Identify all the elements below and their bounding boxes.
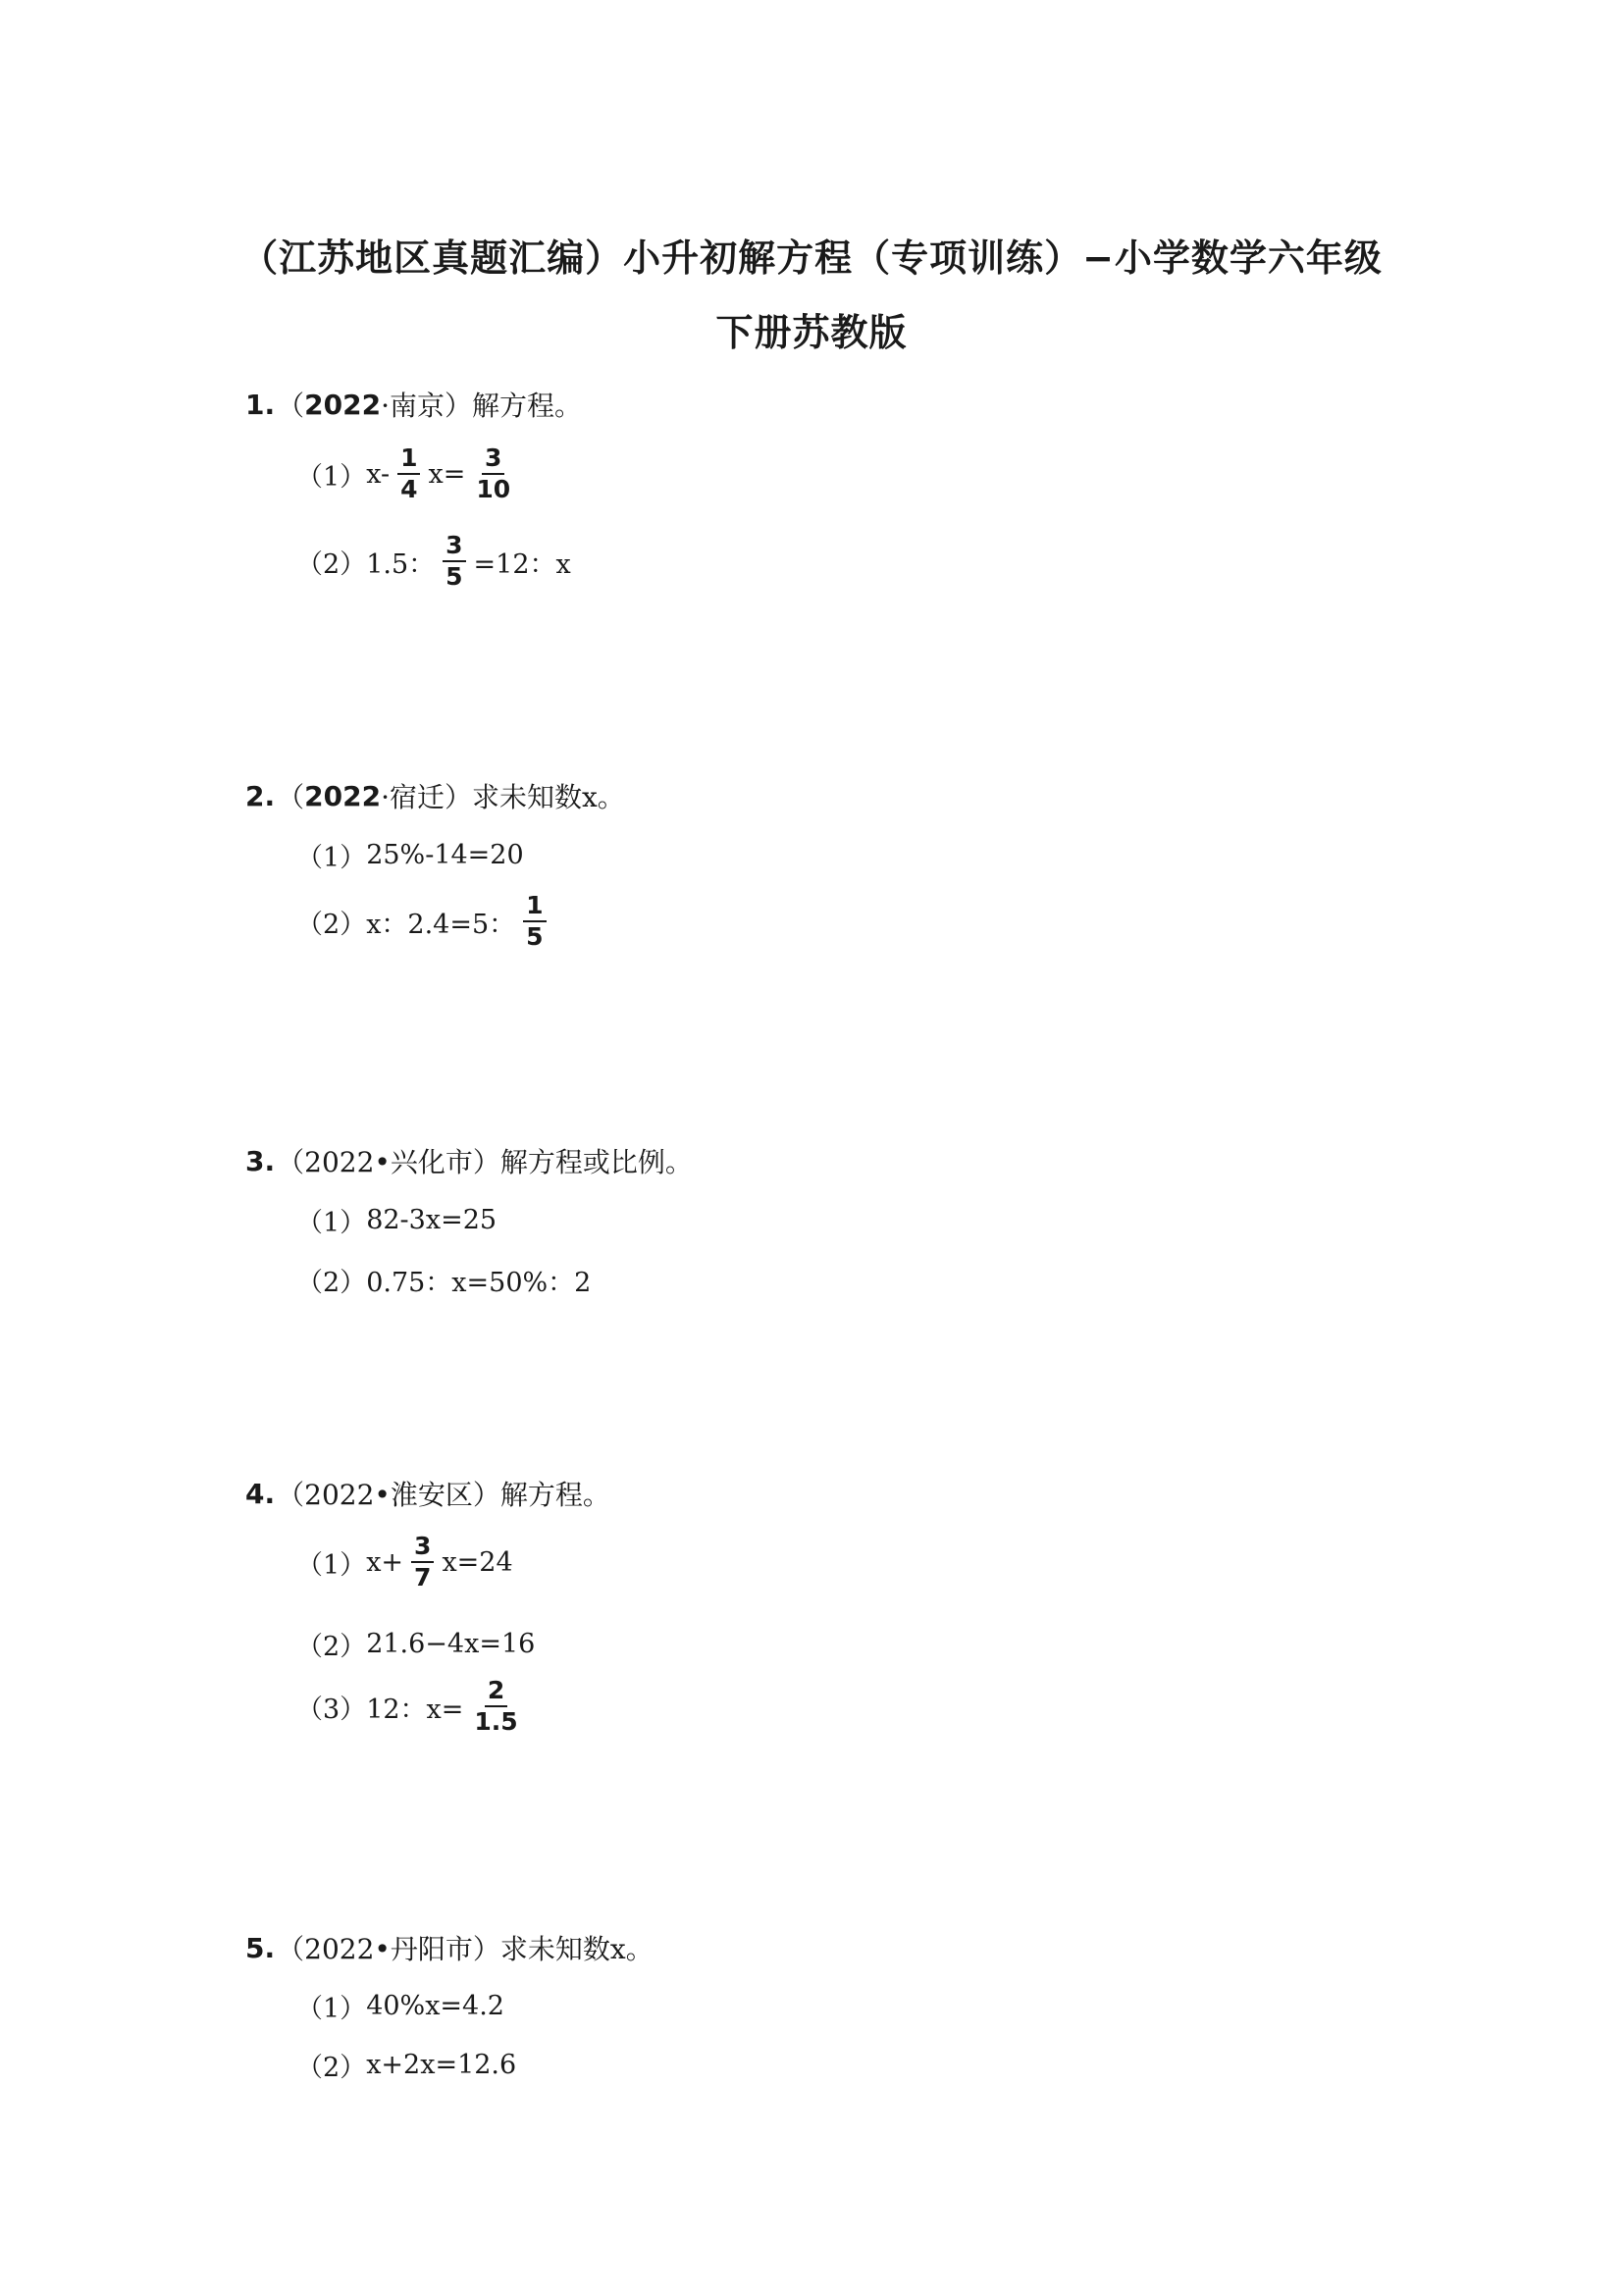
question-prompt: 解方程。 [499, 1479, 610, 1511]
equation-text: x=24 [442, 1546, 513, 1578]
question-4-item-3 [296, 1678, 529, 1736]
item-label: （2） [296, 1268, 367, 1298]
page-title-line2: 下册苏教版 [715, 311, 908, 354]
fraction-denominator: 4 [400, 475, 418, 504]
question-5-item-2 [296, 2046, 516, 2084]
question-prompt: 解方程。 [471, 390, 582, 422]
question-source: （2022•丹阳市） [277, 1933, 500, 1965]
equation-text: 25%-14=20 [366, 840, 524, 870]
equation-text: 12：x= [366, 1694, 464, 1725]
question-source: （2022•兴化市） [277, 1146, 500, 1178]
equation-text: =12：x [473, 548, 571, 580]
fraction-denominator: 7 [414, 1563, 432, 1592]
fraction [397, 445, 420, 503]
question-source: ·宿迁） [381, 781, 472, 813]
question-prompt: 求未知数x。 [471, 781, 625, 813]
fraction-denominator: 10 [476, 475, 511, 504]
question-4-header [245, 1474, 610, 1513]
question-source: （2022•淮安区） [277, 1479, 500, 1511]
fraction [411, 1534, 434, 1592]
item-label: （2） [296, 909, 367, 940]
question-number: 3. [245, 1144, 276, 1177]
fraction-numerator: 3 [482, 445, 504, 475]
equation-text: 0.75：x=50%：2 [366, 1268, 592, 1298]
question-3-header [245, 1141, 693, 1180]
question-source: ·南京） [381, 390, 472, 422]
question-prompt: 求未知数x。 [499, 1933, 654, 1965]
question-number: 1. [245, 388, 276, 421]
question-year: 2022 [304, 388, 382, 421]
question-5-item-1 [296, 1987, 504, 2025]
question-4-item-2 [296, 1625, 535, 1663]
equation-text: x+ [366, 1546, 404, 1578]
item-label: （1） [296, 843, 367, 873]
equation-text: x：2.4=5： [366, 909, 516, 940]
fraction [471, 1678, 520, 1736]
equation-text: x= [428, 458, 466, 490]
equation-text: 1.5： [366, 548, 436, 580]
question-number: 4. [245, 1477, 276, 1510]
fraction-numerator: 3 [443, 533, 465, 562]
question-source-open: （ [277, 781, 305, 813]
equation-text: 21.6−4x=16 [366, 1629, 536, 1659]
question-prompt: 解方程或比例。 [499, 1146, 693, 1178]
question-5-header [245, 1928, 654, 1967]
fraction-denominator: 5 [445, 562, 463, 592]
item-label: （2） [296, 2053, 367, 2083]
fraction-numerator: 1 [397, 445, 420, 475]
fraction-numerator: 2 [485, 1678, 507, 1707]
fraction-denominator: 1.5 [474, 1707, 518, 1737]
question-year: 2022 [304, 779, 382, 812]
question-number: 2. [245, 779, 276, 812]
equation-text: x- [366, 458, 391, 490]
question-1-item-2 [296, 533, 571, 591]
question-2-header [245, 776, 625, 815]
fraction [523, 893, 546, 951]
fraction [443, 533, 465, 591]
fraction-numerator: 3 [411, 1534, 434, 1563]
fraction-denominator: 5 [526, 922, 544, 952]
item-label: （1） [296, 1549, 367, 1581]
question-1-header [245, 385, 582, 424]
item-label: （1） [296, 1208, 367, 1238]
item-label: （2） [296, 548, 367, 580]
page-title-line1: （江苏地区真题汇编）小升初解方程（专项训练）−小学数学六年级 [240, 236, 1383, 280]
question-1-item-1 [296, 445, 521, 503]
question-3-item-1 [296, 1201, 497, 1239]
question-4-item-1 [296, 1534, 513, 1592]
question-source-open: （ [277, 390, 305, 422]
fraction [473, 445, 513, 503]
item-label: （2） [296, 1632, 367, 1662]
equation-text: 40%x=4.2 [366, 1991, 504, 2021]
question-2-item-2 [296, 893, 554, 951]
item-label: （1） [296, 1994, 367, 2024]
item-label: （1） [296, 461, 367, 493]
item-label: （3） [296, 1694, 367, 1725]
question-number: 5. [245, 1931, 276, 1964]
question-3-item-2 [296, 1261, 591, 1299]
fraction-numerator: 1 [523, 893, 546, 922]
question-2-item-1 [296, 836, 524, 874]
equation-text: 82-3x=25 [366, 1205, 497, 1235]
equation-text: x+2x=12.6 [366, 2050, 517, 2080]
